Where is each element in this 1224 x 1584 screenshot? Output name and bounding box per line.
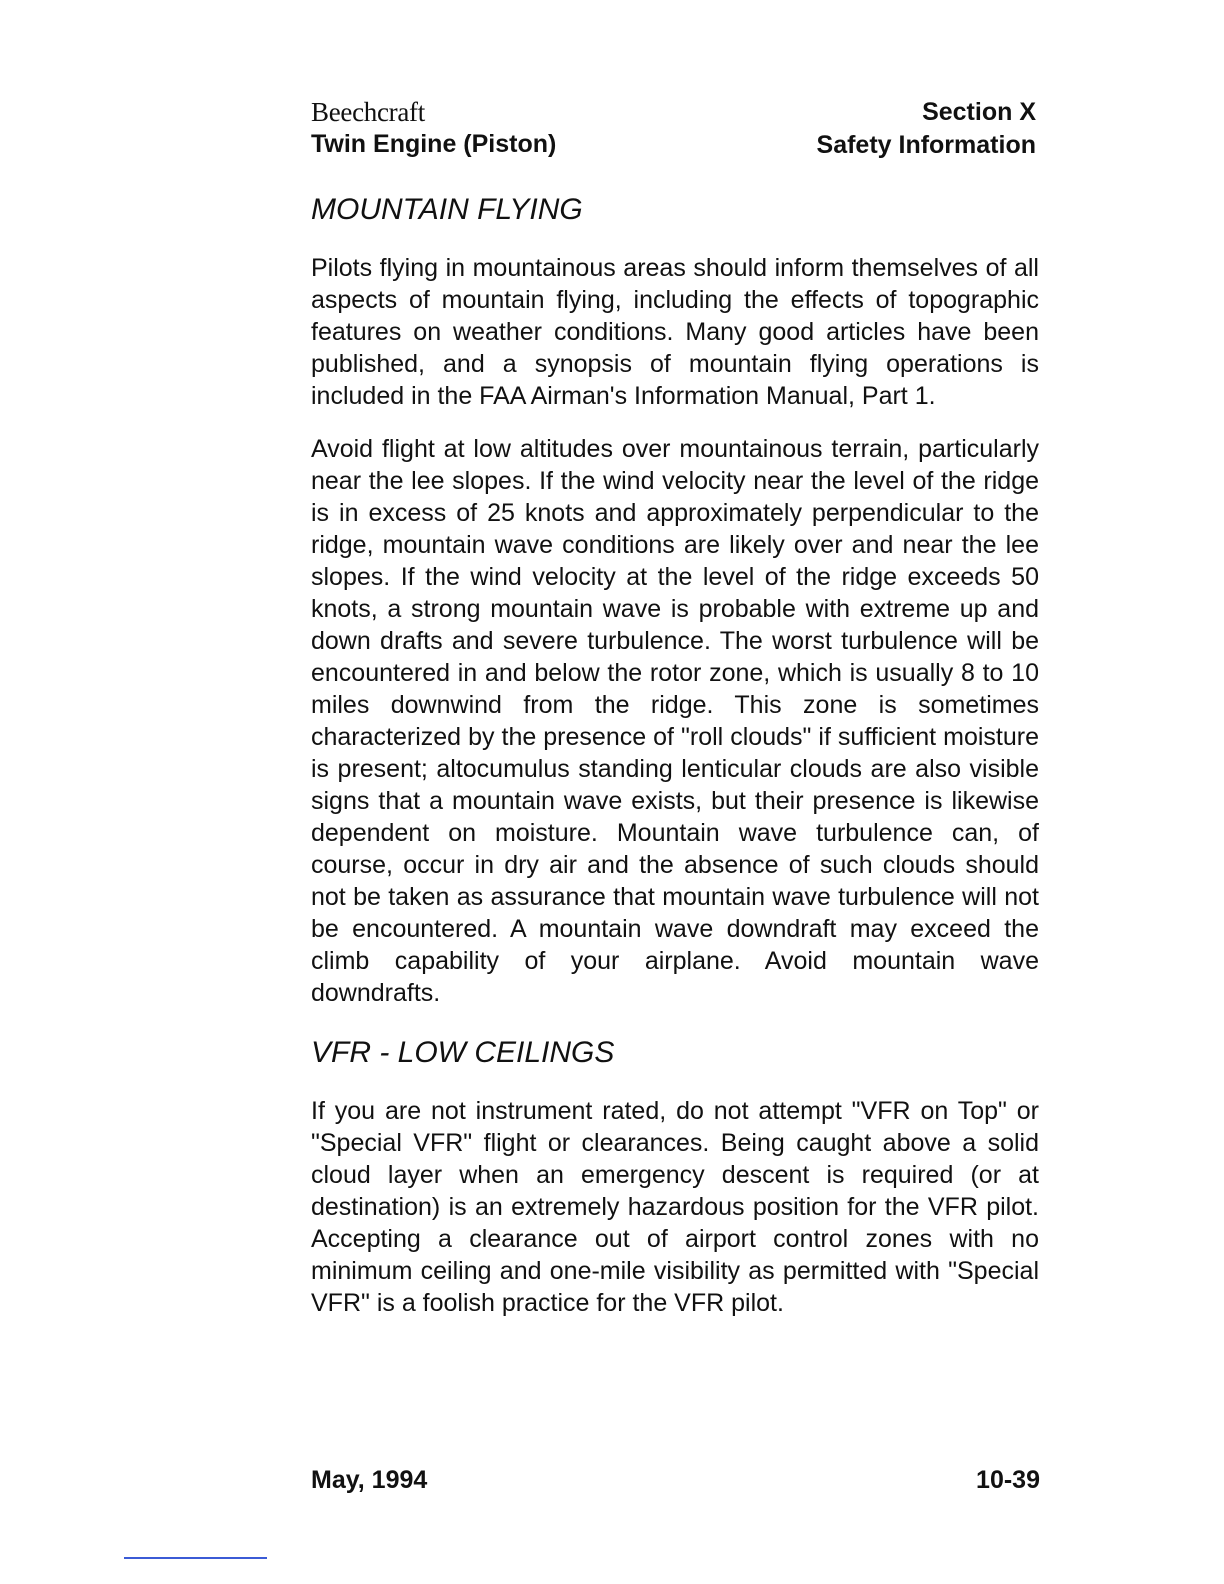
brand-logo: Beechcraft (311, 97, 425, 127)
heading-mountain-flying: MOUNTAIN FLYING (311, 193, 583, 226)
page-content (311, 190, 1039, 1340)
paragraph: If you are not instrument rated, do not attempt "VFR on Top" or "Special VFR" flight or clearances. Being caught above a solid cloud layer when an emergency descent is required (or at destination) is an extremely hazardous position for the VFR pilot. Accepting a clearance out of airport control zones with no minimum ceiling and one-mile visibility as permitted with "Special VFR" is a foolish practice for the VFR pilot. (311, 1097, 1039, 1317)
page-header-left (311, 96, 556, 160)
page-header-right (817, 96, 1036, 162)
footer-date: May, 1994 (311, 1466, 428, 1494)
heading-vfr-low-ceilings: VFR - LOW CEILINGS (311, 1036, 615, 1069)
section-number: Section X (922, 98, 1036, 126)
model-subtitle: Twin Engine (Piston) (311, 130, 557, 158)
paragraph: Pilots flying in mountainous areas should inform themselves of all aspects of mountain flying, including the effects of topographic features on weather conditions. Many good articles have been published, and a synopsis of mountain flying operations is included in the FAA Airman's Information Manual, Part 1. (311, 254, 1039, 410)
section-title: Safety Information (816, 131, 1036, 159)
footnote-divider (124, 1557, 267, 1559)
paragraph: Avoid flight at low altitudes over mountainous terrain, particularly near the lee slopes. If the wind velocity near the level of the ridge is in excess of 25 knots and approximately perpendicular to the ridge, mountain wave conditions are likely over and near the lee slopes. If the wind velocity at the level of the ridge exceeds 50 knots, a strong mountain wave is probable with extreme up and down drafts and severe turbulence. The worst turbulence will be encountered in and below the rotor zone, which is usually 8 to 10 miles downwind from the ridge. This zone is sometimes characterized by the presence of "roll clouds" if sufficient moisture is present; altocumulus standing lenticular clouds are also visible signs that a mountain wave exists, but their presence is likewise dependent on moisture. Mountain wave turbulence can, of course, occur in dry air and the absence of such clouds should not be taken as assurance that mountain wave turbulence will not be encountered. A mountain wave downdraft may exceed the climb capability of your airplane. Avoid mountain wave downdrafts. (311, 435, 1039, 1007)
page-number: 10-39 (976, 1466, 1040, 1494)
